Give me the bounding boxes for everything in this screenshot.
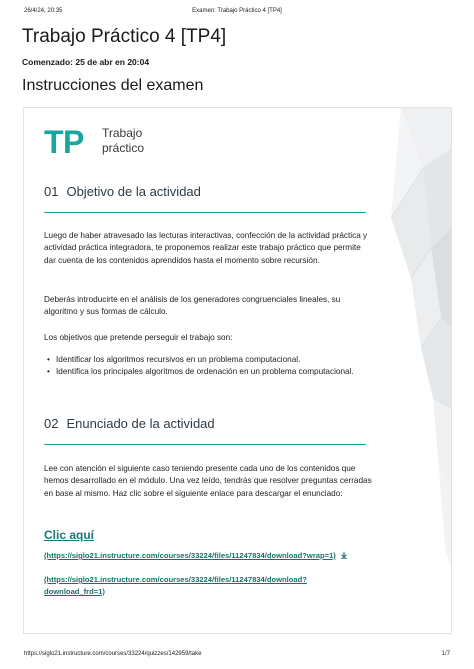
section1-number: 01 <box>44 184 59 199</box>
section1-paragraph2: Deberás introducirte en el análisis de los generadores congruenciales lineales, su algoritmo y sus formas de cálculo. <box>44 295 341 317</box>
download-link-wrap-text[interactable]: (https://siglo21.instructure.com/courses/33224/files/11247834/download?wrap=1) <box>44 551 336 560</box>
download-icon[interactable] <box>340 551 348 559</box>
section2-heading <box>44 416 215 431</box>
section1-title: Objetivo de la actividad <box>66 184 201 199</box>
list-item: • Identifica los principales algoritmos de ordenación en un problema computacional. <box>44 366 374 378</box>
section2-divider <box>44 444 366 445</box>
print-datetime: 26/4/24, 20:35 <box>24 8 63 14</box>
print-header <box>24 8 450 18</box>
logo-tp-letters: TP <box>44 124 84 160</box>
print-page-number: 1/7 <box>441 651 450 657</box>
section2-title: Enunciado de la actividad <box>66 416 215 431</box>
logo-caption-line1: Trabajo <box>102 126 143 140</box>
section2-number: 02 <box>44 416 59 431</box>
print-page-title: Examen: Trabajo Práctico 4 [TP4] <box>192 8 282 14</box>
logo-caption <box>102 126 182 156</box>
section1-divider <box>44 212 366 213</box>
download-link-direct[interactable]: (https://siglo21.instructure.com/courses/33224/files/11247834/download?download_frd=1) <box>44 575 307 596</box>
download-link-wrap[interactable] <box>44 550 364 562</box>
quiz-title: Trabajo Práctico 4 [TP4] <box>22 26 227 47</box>
section1-heading <box>44 184 201 199</box>
list-item: • Identificar los algoritmos recursivos en un problema computacional. <box>44 354 374 366</box>
clic-aqui-link[interactable]: Clic aquí <box>44 528 95 542</box>
instructions-heading: Instrucciones del examen <box>22 77 204 94</box>
logo-caption-line2: práctico <box>102 141 145 155</box>
section2-paragraph: Lee con atención el siguiente caso teniendo presente cada uno de los contenidos que hemos desarrollado en el módulo. Una vez leído, tendrás que resolver preguntas cerradas en base al mismo. Haz clic sobre el siguiente enlace para descargar el enunciado: <box>44 464 372 498</box>
instructions-card <box>23 107 452 634</box>
section1-paragraph3: Los objetivos que pretende perseguir el trabajo son: <box>44 333 233 342</box>
print-url: https://siglo21.instructure.com/courses/33224/quizzes/142959/take <box>24 651 202 657</box>
print-footer <box>24 651 450 661</box>
objectives-list <box>44 354 374 379</box>
decorative-background-graphic <box>361 108 451 633</box>
section1-paragraph1: Luego de haber atravesado las lecturas interactivas, confección de la actividad práctica y actividad práctica integradora, te proponemos realizar este trabajo práctico que permite dar cuenta de los contenidos aprendidos hasta el momento sobre recursión. <box>44 231 368 265</box>
quiz-started: Comenzado: 25 de abr en 20:04 <box>22 57 150 67</box>
